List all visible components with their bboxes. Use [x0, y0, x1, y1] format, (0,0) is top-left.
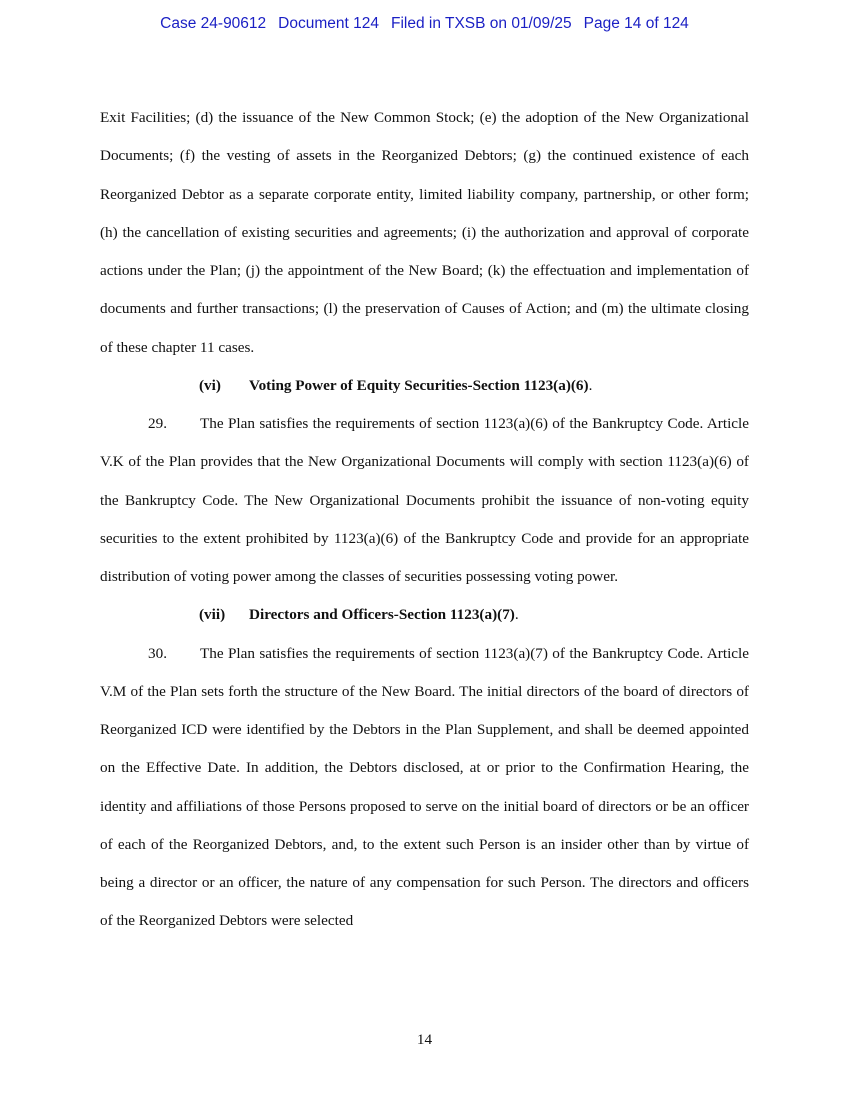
filing-header: [0, 15, 849, 33]
section-number-vi: (vi): [199, 376, 221, 394]
paragraph-text-29: The Plan satisfies the requirements of section 1123(a)(6) of the Bankruptcy Code. Article V.K of the Plan provides that the New Organizational Documents will comply with section 1123(a)(6) of the Bankruptcy Code. The New Organizational Documents prohibit the issuance of non-voting equity securities to the extent prohibited by 1123(a)(6) of the Bankruptcy Code and provide for an appropriate distribution of voting power among the classes of securities possessing voting power.: [100, 415, 749, 585]
section-period-vi: .: [588, 376, 593, 394]
header-case-number: Case 24-90612: [160, 15, 267, 32]
header-page-count: Page 14 of 124: [583, 15, 689, 32]
section-period-vii: .: [514, 606, 519, 624]
paragraph-29: [100, 405, 749, 596]
header-document-number: Document 124: [278, 15, 379, 32]
paragraph-number-29: 29.: [148, 415, 167, 432]
page-number: 14: [416, 1031, 433, 1048]
header-filed-date: Filed in TXSB on 01/09/25: [390, 15, 572, 32]
section-title-vi: Voting Power of Equity Securities-Section 1123(a)(6): [249, 376, 589, 394]
section-number-vii: (vii): [199, 606, 226, 624]
paragraph-text-30: The Plan satisfies the requirements of section 1123(a)(7) of the Bankruptcy Code. Article V.M of the Plan sets forth the structure of the New Board. The initial directors of the board of directors of Reorganized ICD were identified by the Debtors in the Plan Supplement, and shall be deemed appointed on the Effective Date. In addition, the Debtors disclosed, at or prior to the Confirmation Hearing, the identity and affiliations of those Persons proposed to serve on the initial board of directors or be an officer of each of the Reorganized Debtors, and, to the extent such Person is an insider other than by virtue of being a director or an officer, the nature of any compensation for such Person. The directors and officers of the Reorganized Debtors were selected: [100, 644, 749, 930]
paragraph-30: [100, 635, 749, 941]
paragraph-number-30: 30.: [148, 644, 167, 662]
section-heading-vi: [100, 367, 749, 405]
continuation-paragraph: Exit Facilities; (d) the issuance of the New Common Stock; (e) the adoption of the New Organizational Documents; (f) the vesting of assets in the Reorganized Debtors; (g) the continued existence of each Reorganized Debtor as a separate corporate entity, limited liability company, partnership, or other form; (h) the cancellation of existing securities and agreements; (i) the authorization and approval of corporate actions under the Plan; (j) the appointment of the New Board; (k) the effectuation and implementation of documents and further transactions; (l) the preservation of Causes of Action; and (m) the ultimate closing of these chapter 11 cases.: [100, 109, 749, 356]
section-heading-vii: [100, 596, 749, 634]
document-body: [100, 99, 749, 941]
section-title-vii: Directors and Officers-Section 1123(a)(7): [249, 606, 515, 624]
